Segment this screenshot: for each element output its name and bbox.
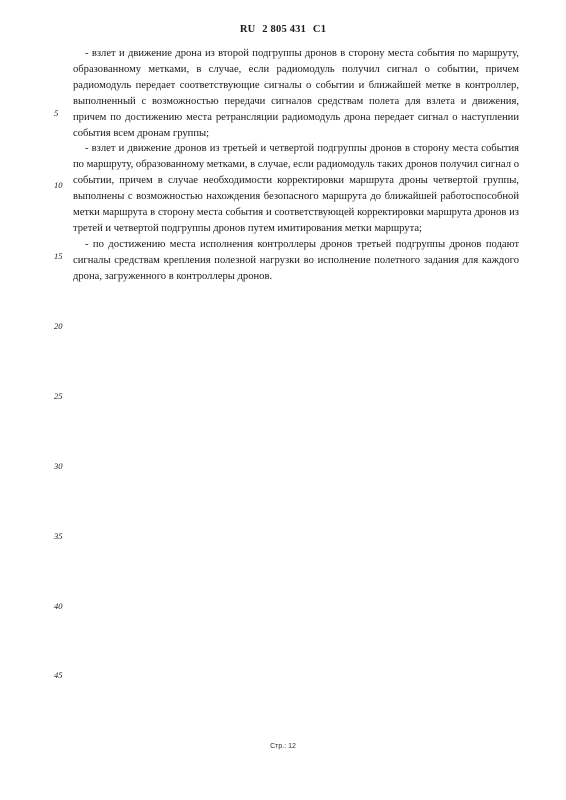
country-code: RU (239, 24, 256, 35)
line-number: 20 (54, 321, 63, 331)
line-number: 30 (54, 461, 63, 471)
page-number: Стр.: 12 (270, 743, 296, 750)
line-number: 25 (54, 391, 63, 401)
line-number: 40 (54, 601, 63, 611)
patent-header (0, 24, 566, 35)
line-number: 35 (54, 531, 63, 541)
line-number: 15 (54, 251, 63, 261)
line-number: 45 (54, 670, 63, 680)
claim-paragraph: - взлет и движение дрона из второй подгруппы дронов в сторону места события по маршруту, образованному метками, в случае, если радиомодуль получил сигнал о событии, причем радиомодуль передает соответствующие сигналы о событии и ближайшей метке в контроллер, выполненный с возможностью передачи сигналов средствам полета для взлета и движения, причем по достижению места ретрансляции радиомодуль дрона передает сигнал о наступлении события всем дронам группы; (73, 48, 519, 139)
kind-code: C1 (312, 24, 327, 35)
claim-paragraph: - по достижению места исполнения контроллеры дронов третьей подгруппы дронов подают сигналы средствам крепления полезной нагрузки во исполнение полетного задания для каждого дрона, загруженного в контроллеры дронов. (73, 238, 519, 282)
patent-number: 2 805 431 (262, 24, 307, 35)
line-number: 10 (54, 180, 63, 190)
line-number: 5 (54, 108, 59, 118)
claim-paragraph: - взлет и движение дронов из третьей и четвертой подгруппы дронов в сторону места события по маршруту, образованному метками, в случае, если радиомодуль таких дронов получил сигнал о событии, причем в случае необходимости корректировки маршрута дроны четвертой группы, выполнены с возможностью нахождения безопасного маршрута до ближайшей работоспособной метки маршрута в сторону места события и соответствующей корректировки маршрута дронов из третей и четвертой подгруппы дронов путем имитирования метки маршрута; (73, 143, 519, 234)
claims-text (73, 46, 519, 285)
